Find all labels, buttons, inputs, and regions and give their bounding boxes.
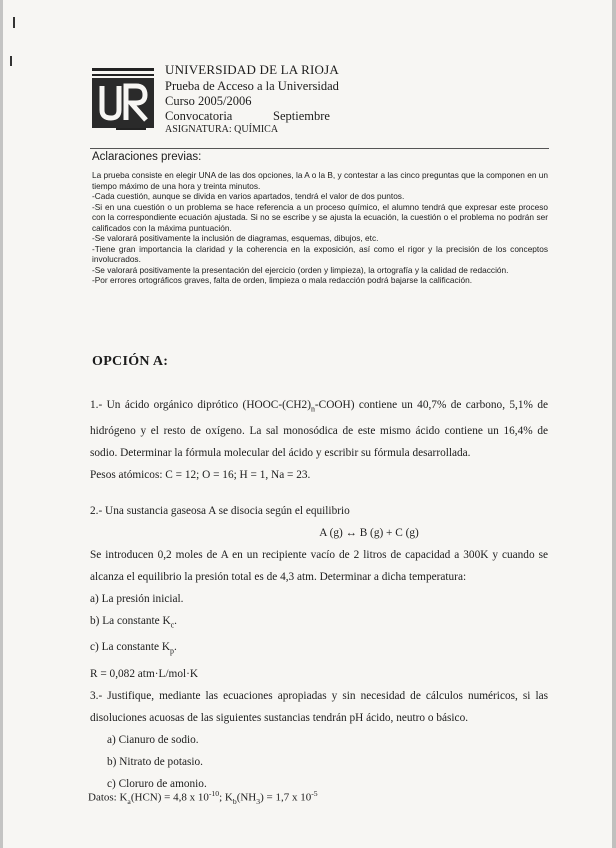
scan-mark [10, 56, 12, 66]
datos-a: Datos: K [88, 791, 128, 804]
datos-b: (HCN) = 4,8 x 10 [130, 791, 209, 804]
question-3-item-b: b) Nitrato de potasio. [107, 756, 204, 768]
question-3-item-a: a) Cianuro de sodio. [107, 734, 199, 746]
aclaracion-line: -Se valorará positivamente la inclusión de diagramas, esquemas, dibujos, etc. [92, 233, 379, 243]
q1-text-a: 1.- Un ácido orgánico diprótico (HOOC-(CH2) [90, 399, 311, 411]
aclaraciones-list [92, 170, 548, 286]
question-2-item-c: c) La constante $K_p$. [90, 641, 177, 656]
q1-subscript: n [310, 404, 315, 414]
header-divider [90, 148, 549, 149]
datos-a-sub: a [127, 796, 131, 806]
question-1 [90, 394, 548, 486]
question-2-constant-r: R = 0,082 atm·L/mol·K [90, 667, 199, 680]
question-2-item-a: a) La presión inicial. [90, 593, 184, 605]
datos-c-sub: b [232, 796, 237, 806]
scan-edge-left [0, 0, 3, 848]
question-3 [90, 685, 548, 795]
question-2-text: Se introducen 0,2 moles de A en un recipiente vacío de 2 litros de capacidad a 300K y cuando se alcanza el equilibrio la presión total es de 4,3 atm. Determinar a dicha temperatura: [90, 549, 548, 583]
q2-b-subscript: c [170, 620, 175, 630]
aclaracion-line: -Por errores ortográficos graves, falta de orden, limpieza o mala redacción podrá bajarse la calificación. [92, 275, 472, 285]
subject-label: ASIGNATURA: QUÍMICA [165, 124, 279, 135]
scan-edge-right [612, 0, 616, 848]
datos-d: (NH [236, 791, 257, 804]
datos-e-sup: -5 [311, 789, 318, 798]
ur-university-logo [92, 68, 154, 134]
aclaraciones-title: Aclaraciones previas: [92, 151, 202, 163]
question-3-intro: 3.- Justifique, mediante las ecuaciones apropiadas y sin necesidad de cálculos numéricos, si las disoluciones acuosas de las siguientes sustancias tendrán pH ácido, neutro o básico. [90, 690, 548, 724]
university-name: UNIVERSIDAD DE LA RIOJA [165, 62, 339, 77]
convocatoria-value: Septiembre [273, 109, 330, 123]
exam-year: Curso 2005/2006 [165, 94, 252, 108]
aclaracion-line: La prueba consiste en elegir UNA de las dos opciones, la A o la B, y contestar a las cinco preguntas que la componen en un tiempo máximo de una hora y treinta minutos. [92, 170, 548, 191]
question-2-intro: 2.- Una sustancia gaseosa A se disocia según el equilibrio [90, 505, 350, 517]
convocatoria-label: Convocatoria [165, 109, 233, 123]
question-1-atomic-weights: Pesos atómicos: C = 12; O = 16; H = 1, Na = 23. [90, 469, 311, 482]
aclaracion-line: -Se valorará positivamente la presentación del ejercicio (orden y limpieza), la ortografía y la calidad de redacción. [92, 264, 509, 275]
q1-text-b: -COOH) contiene un 40,7% de carbono, 5,1% de hidrógeno y el resto de oxígeno. La sal monosódica de este mismo ácido contiene un 16,4% de sodio. Determinar la fórmula molecular del ácido y escribir su fórmula desarrollada. [90, 399, 548, 460]
q2-b-text: b) La constante K [90, 615, 171, 627]
datos-c: ; K [219, 791, 233, 804]
q2-c-text: c) La constante K [90, 641, 170, 654]
question-1-text [90, 394, 548, 464]
datos-d-sub: 3 [256, 796, 261, 806]
exam-title: Prueba de Acceso a la Universidad [165, 79, 339, 93]
aclaracion-line: -Cada cuestión, aunque se divida en varios apartados, tendrá el valor de dos puntos. [92, 191, 405, 201]
aclaracion-line: -Tiene gran importancia la claridad y la coherencia en la exposición, así como el rigor y la precisión de los conceptos involucrados. [92, 243, 548, 264]
option-title: OPCIÓN A: [92, 354, 169, 369]
datos-b-sup: -10 [208, 789, 220, 798]
aclaracion-line: -Si en una cuestión o un problema se hace referencia a un proceso químico, el alumno tendrá que expresar este proceso con la correspondiente ecuación ajustada. Si no se escribe y se ajusta la ecuación, la cuestión o el problema no podrán ser calificados con la máxima puntuación. [92, 201, 548, 233]
question-3-item-c: c) Cloruro de amonio. [107, 778, 207, 790]
question-2 [90, 500, 548, 685]
datos-e: ) = 1,7 x 10 [260, 791, 312, 804]
scan-mark [13, 17, 15, 28]
q2-c-subscript: p [169, 646, 174, 656]
question-2-equation: A (g) ↔ B (g) + C (g) [319, 527, 419, 539]
question-2-item-b: b) La constante $K_c$. [90, 615, 177, 630]
question-3-data [88, 789, 318, 806]
